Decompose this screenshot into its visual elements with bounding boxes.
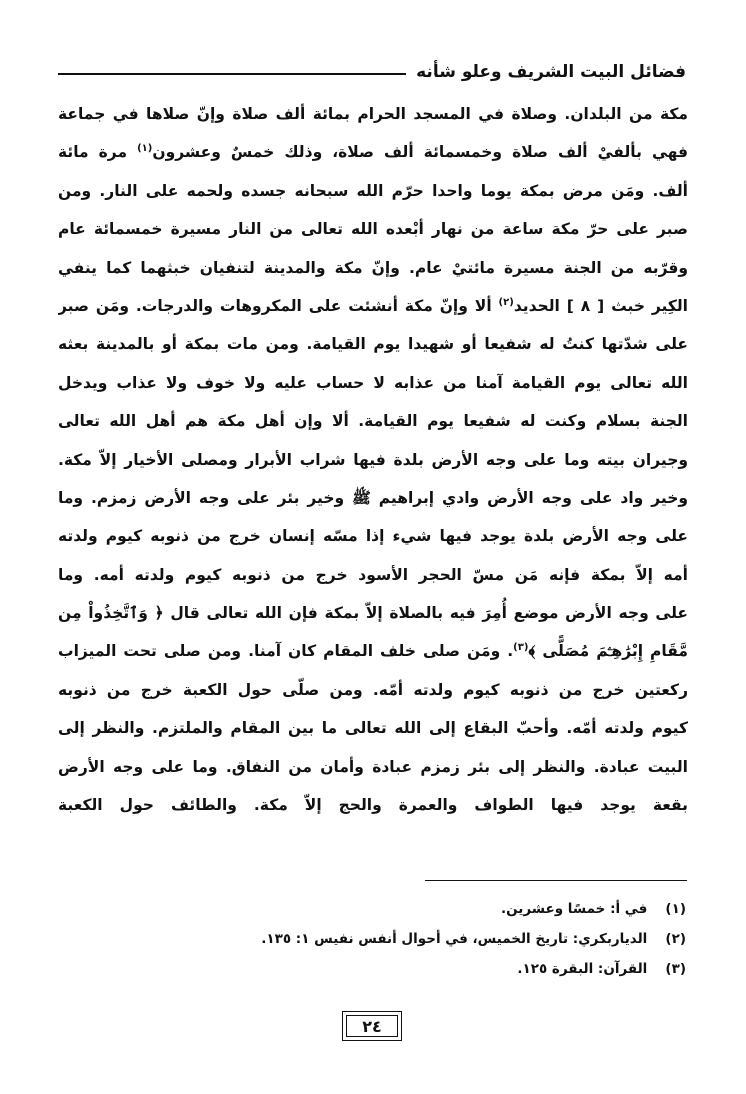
text-line: الله تعالى يوم القيامة آمنا من عذابه لا حساب عليه ولا خوف ولا عذاب ويدخل (58, 373, 688, 392)
footnotes (150, 894, 686, 984)
text-line: ركعتين خرج من ذنوبه كيوم ولدته أمّه. ومن صلّى حول الكعبة خرج من ذنوبه (58, 680, 688, 699)
running-header (58, 52, 686, 92)
footnote-item (150, 954, 686, 984)
page-number: ٢٤ (362, 1016, 382, 1036)
text-line: وجيران بيته وما على وجه الأرض بلدة فيها شراب الأبرار ومصلى الأخيار إلاّ مكة. (58, 450, 688, 469)
footnote-ref: (٣) (513, 642, 529, 654)
text-line: فهي بألفيْ ألف صلاة وخمسمائة ألف صلاة، وذلك خمسٌ وعشرون$^{(١)}$ مرة مائة (58, 143, 688, 162)
text-line: مكة من البلدان. وصلاة في المسجد الحرام بمائة ألف صلاة وإنّ صلاها في جماعة (58, 105, 688, 123)
text-line: الكِير خبث [ ٨ ] الحديد$^{(٢)}$ ألا وإنّ مكة أنشئت على المكروهات والدرجات. ومَن صبر (58, 296, 688, 315)
text-line: البيت عبادة. والنظر إلى بئر زمزم عبادة وأمان من النفاق. وما على وجه الأرض (58, 757, 688, 776)
text-line: مَّقَامِ إِبْرَٰهِـۧمَ مُصَلًّى ﴾$^{(٣)}$. ومَن صلى خلف المقام كان آمنا. ومن صلى تحت الميزاب (58, 642, 688, 661)
text-line: على وجه الأرض موضع أُمِرَ فيه بالصلاة إلاّ بمكة فإن الله تعالى قال ﴿ وَٱتَّخِذُواْ مِن (58, 604, 688, 623)
text-line: على شدّتها كنتُ له شفيعا أو شهيدا يوم القيامة. ومن مات بمكة أو بالمدينة بعثه (58, 335, 688, 354)
footnote-separator (425, 880, 687, 881)
footnote-number: (١) (665, 901, 686, 917)
header-title: فضائل البيت الشريف وعلو شأنه (416, 62, 686, 82)
text-line: وخير واد على وجه الأرض وادي إبراهيم ﷺ وخير بئر على وجه الأرض زمزم. وما (58, 488, 688, 507)
text-line: الجنة بسلام وكنت له شفيعا يوم القيامة. ألا وإن أهل مكة هم أهل الله تعالى (58, 412, 688, 431)
footnote-text: في أ: خمسًا وعشرين. (500, 901, 648, 917)
text-line: كيوم ولدته أمّه. وأحبّ البقاع إلى الله تعالى ما بين المقام والملتزم. والنظر إلى (58, 719, 688, 738)
footnote-number: (٣) (665, 961, 686, 977)
footnote-text: القرآن: البقرة ١٢٥. (517, 961, 648, 977)
footnote-item (150, 894, 686, 924)
footnote-ref: (٢) (498, 296, 514, 308)
header-rule (58, 73, 406, 75)
text-line: صبر على حرّ مكة ساعة من نهار أبْعده الله تعالى من النار مسيرة خمسمائة عام (58, 220, 688, 239)
footnote-ref: (١) (137, 143, 153, 155)
page-number-box (342, 1011, 402, 1041)
text-line: ألف. ومَن مرض بمكة يوما واحدا حرّم الله سبحانه جسده ولحمه على النار. ومن (58, 181, 688, 200)
text-line: بقعة يوجد فيها الطواف والعمرة والحج إلاّ مكة. والطائف حول الكعبة (58, 796, 688, 815)
footnote-text: الدياربكري: تاريخ الخميس، في أحوال أنفس نفيس ١: ١٣٥. (261, 931, 648, 947)
footnote-item (150, 924, 686, 954)
footnote-number: (٢) (665, 931, 686, 947)
text-line: أمه إلاّ بمكة فإنه مَن مسّ الحجر الأسود خرج من ذنوبه كيوم ولدته أمه. وما (58, 565, 688, 584)
text-line: وقرّبه من الجنة مسيرة مائتيْ عام. وإنّ مكة والمدينة لتنفيان خبثهما كما ينفي (58, 258, 688, 277)
page-number-inner-frame (346, 1015, 398, 1037)
text-line: على وجه الأرض بلدة يوجد فيها شيء إذا مسّه إنسان خرج من ذنوبه كيوم ولدته (58, 527, 688, 546)
main-text (58, 95, 688, 824)
